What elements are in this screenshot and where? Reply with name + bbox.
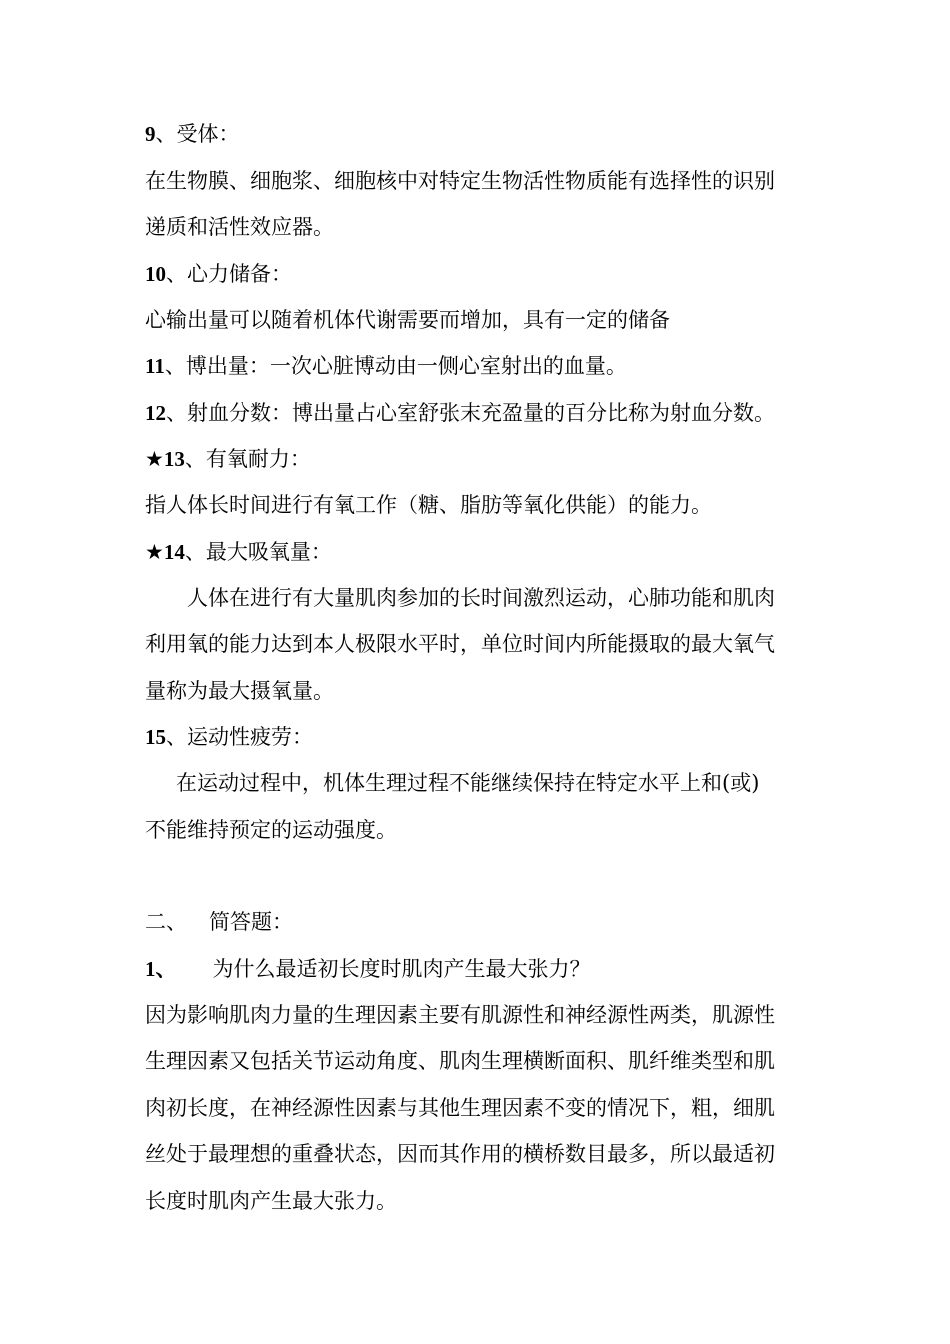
item-12-title: 、射血分数：博出量占心室舒张末充盈量的百分比称为射血分数。 bbox=[166, 401, 775, 425]
item-14-text-line-3: 量称为最大摄氧量。 bbox=[145, 679, 334, 703]
item-11-number: 11 bbox=[145, 354, 165, 378]
item-12-number: 12 bbox=[145, 401, 166, 425]
item-9-text-line-1: 在生物膜、细胞浆、细胞核中对特定生物活性物质能有选择性的识别 bbox=[145, 169, 775, 193]
item-13-number: 13 bbox=[163, 447, 185, 471]
item-14-text-line-2: 利用氧的能力达到本人极限水平时，单位时间内所能摄取的最大氧气 bbox=[145, 632, 775, 656]
question-1-answer-line-3: 肉初长度，在神经源性因素与其他生理因素不变的情况下，粗，细肌 bbox=[145, 1096, 775, 1120]
item-13-text-line-1: 指人体长时间进行有氧工作（糖、脂肪等氧化供能）的能力。 bbox=[145, 493, 712, 517]
question-1-answer-line-4: 丝处于最理想的重叠状态，因而其作用的横桥数目最多，所以最适初 bbox=[145, 1142, 775, 1166]
item-11-heading bbox=[145, 352, 627, 380]
section-2-title: 简答题： bbox=[209, 910, 293, 934]
item-15-text-line-2: 不能维持预定的运动强度。 bbox=[145, 818, 397, 842]
question-1-answer-line-5: 长度时肌肉产生最大张力。 bbox=[145, 1189, 397, 1213]
question-1-number: 1、 bbox=[145, 957, 177, 981]
item-13-title: 、有氧耐力： bbox=[184, 447, 311, 471]
item-14-title: 、最大吸氧量： bbox=[184, 540, 332, 564]
section-2-heading bbox=[145, 908, 293, 936]
item-12-heading bbox=[145, 399, 775, 427]
item-10-text-line-1: 心输出量可以随着机体代谢需要而增加，具有一定的储备 bbox=[145, 308, 670, 332]
item-14-number: 14 bbox=[163, 540, 185, 564]
question-1-answer-line-2: 生理因素又包括关节运动角度、肌肉生理横断面积、肌纤维类型和肌 bbox=[145, 1049, 775, 1073]
question-1-text: 为什么最适初长度时肌肉产生最大张力？ bbox=[212, 957, 591, 981]
item-9-heading bbox=[145, 120, 240, 148]
item-9-number: 9 bbox=[145, 122, 156, 146]
star-icon: ★ bbox=[145, 540, 164, 564]
question-1-heading bbox=[145, 955, 591, 983]
item-15-text-line-1: 在运动过程中，机体生理过程不能继续保持在特定水平上和(或) bbox=[176, 771, 760, 795]
item-9-title: 、受体： bbox=[155, 122, 240, 146]
item-10-number: 10 bbox=[145, 262, 166, 286]
question-1-answer-line-1: 因为影响肌肉力量的生理因素主要有肌源性和神经源性两类，肌源性 bbox=[145, 1003, 775, 1027]
item-11-title: 、博出量：一次心脏博动由一侧心室射出的血量。 bbox=[164, 354, 627, 378]
item-14-heading bbox=[145, 538, 332, 566]
item-15-number: 15 bbox=[145, 725, 166, 749]
item-9-text-line-2: 递质和活性效应器。 bbox=[145, 215, 334, 239]
item-14-text-line-1: 人体在进行有大量肌肉参加的长时间激烈运动，心肺功能和肌肉 bbox=[187, 586, 775, 610]
section-2-number: 二、 bbox=[145, 910, 187, 934]
item-10-heading bbox=[145, 260, 292, 288]
item-15-heading bbox=[145, 723, 313, 751]
star-icon: ★ bbox=[145, 447, 164, 471]
item-15-title: 、运动性疲劳： bbox=[166, 725, 313, 749]
item-13-heading bbox=[145, 445, 311, 473]
item-10-title: 、心力储备： bbox=[166, 262, 292, 286]
